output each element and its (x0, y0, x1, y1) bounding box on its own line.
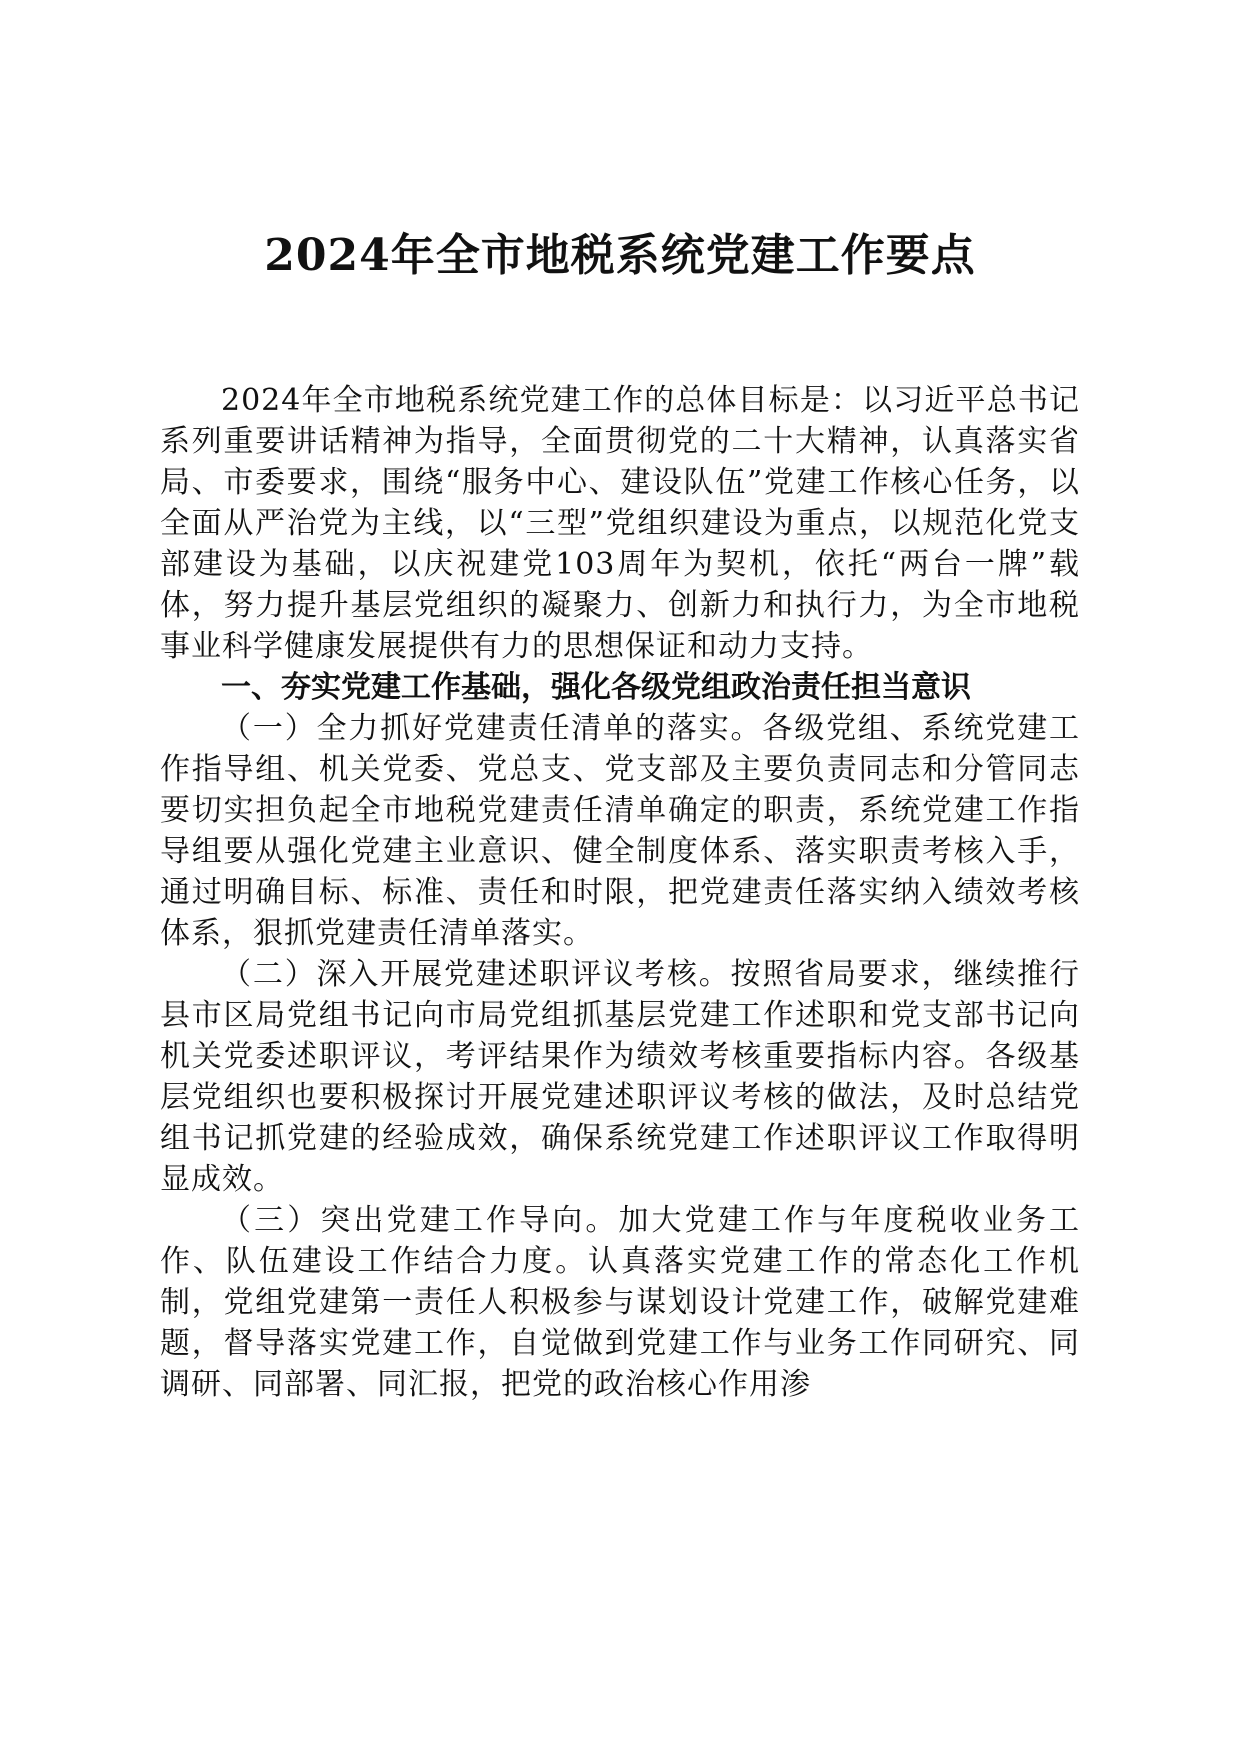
subsection-paragraph-2: （二）深入开展党建述职评议考核。按照省局要求，继续推行县市区局党组书记向市局党组抓基层党建工作述职和党支部书记向机关党委述职评议，考评结果作为绩效考核重要指标内容。各级基层党组织也要积极探讨开展党建述职评议考核的做法，及时总结党组书记抓党建的经验成效，确保系统党建工作述职评议工作取得明显成效。 (160, 957, 1080, 1197)
subsection-paragraph-3: （三）突出党建工作导向。加大党建工作与年度税收业务工作、队伍建设工作结合力度。认真落实党建工作的常态化工作机制，党组党建第一责任人积极参与谋划设计党建工作，破解党建难题，督导落实党建工作，自觉做到党建工作与业务工作同研究、同调研、同部署、同汇报，把党的政治核心作用渗 (160, 1203, 1080, 1402)
section-heading-1: 一、夯实党建工作基础，强化各级党组政治责任担当意识 (221, 670, 971, 705)
intro-paragraph: 2024年全市地税系统党建工作的总体目标是：以习近平总书记系列重要讲话精神为指导，全面贯彻党的二十大精神，认真落实省局、市委要求，围绕“服务中心、建设队伍”党建工作核心任务，以全面从严治党为主线，以“三型”党组织建设为重点，以规范化党支部建设为基础，以庆祝建党103周年为契机，依托“两台一牌”载体，努力提升基层党组织的凝聚力、创新力和执行力，为全市地税事业科学健康发展提供有力的思想保证和动力支持。 (160, 383, 1080, 664)
subsection-paragraph-1: （一）全力抓好党建责任清单的落实。各级党组、系统党建工作指导组、机关党委、党总支、党支部及主要负责同志和分管同志要切实担负起全市地税党建责任清单确定的职责，系统党建工作指导组要从强化党建主业意识、健全制度体系、落实职责考核入手，通过明确目标、标准、责任和时限，把党建责任落实纳入绩效考核体系，狠抓党建责任清单落实。 (160, 711, 1080, 951)
document-body (160, 380, 1080, 1405)
document-title: 2024年全市地税系统党建工作要点 (264, 230, 976, 281)
